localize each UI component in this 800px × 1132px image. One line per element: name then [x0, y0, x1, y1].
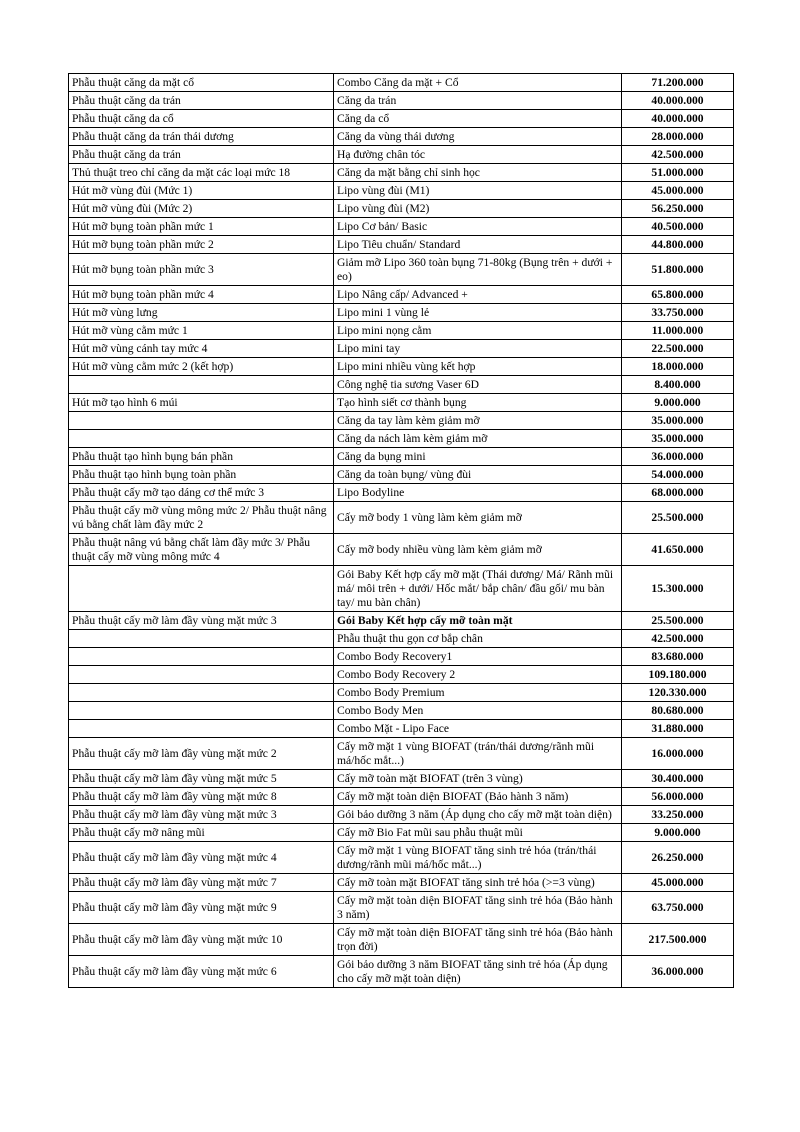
table-row	[69, 630, 734, 648]
table-row	[69, 824, 734, 842]
price-cell: 8.400.000	[622, 376, 734, 394]
service-name-cell: Lipo mini nọng cằm	[334, 322, 622, 340]
price-cell: 83.680.000	[622, 648, 734, 666]
price-cell: 42.500.000	[622, 630, 734, 648]
price-cell: 35.000.000	[622, 412, 734, 430]
procedure-name-cell: Phẫu thuật tạo hình bụng toàn phần	[69, 466, 334, 484]
service-name-cell: Cấy mỡ body nhiều vùng làm kèm giảm mỡ	[334, 534, 622, 566]
service-name-cell: Lipo Bodyline	[334, 484, 622, 502]
price-cell: 22.500.000	[622, 340, 734, 358]
procedure-name-cell: Hút mỡ vùng cằm mức 2 (kết hợp)	[69, 358, 334, 376]
price-cell: 56.250.000	[622, 200, 734, 218]
table-row	[69, 448, 734, 466]
service-name-cell: Combo Body Premium	[334, 684, 622, 702]
procedure-name-cell: Phẫu thuật cấy mỡ làm đầy vùng mặt mức 9	[69, 892, 334, 924]
table-row	[69, 770, 734, 788]
service-name-cell: Combo Body Recovery 2	[334, 666, 622, 684]
procedure-name-cell	[69, 430, 334, 448]
table-row	[69, 394, 734, 412]
price-cell: 36.000.000	[622, 956, 734, 988]
procedure-name-cell: Phẫu thuật căng da mặt cổ	[69, 74, 334, 92]
service-name-cell: Hạ đường chân tóc	[334, 146, 622, 164]
table-row	[69, 340, 734, 358]
price-cell: 120.330.000	[622, 684, 734, 702]
procedure-name-cell: Phẫu thuật cấy mỡ làm đầy vùng mặt mức 8	[69, 788, 334, 806]
table-row	[69, 666, 734, 684]
table-row	[69, 956, 734, 988]
service-name-cell: Phẫu thuật thu gọn cơ bắp chân	[334, 630, 622, 648]
service-name-cell: Cấy mỡ Bio Fat mũi sau phẫu thuật mũi	[334, 824, 622, 842]
table-row	[69, 806, 734, 824]
procedure-name-cell: Hút mỡ vùng cánh tay mức 4	[69, 340, 334, 358]
procedure-name-cell: Hút mỡ vùng đùi (Mức 1)	[69, 182, 334, 200]
price-cell: 65.800.000	[622, 286, 734, 304]
service-name-cell: Lipo mini 1 vùng lẻ	[334, 304, 622, 322]
price-cell: 26.250.000	[622, 842, 734, 874]
table-row	[69, 684, 734, 702]
procedure-name-cell: Hút mỡ vùng cằm mức 1	[69, 322, 334, 340]
service-name-cell: Căng da cổ	[334, 110, 622, 128]
service-name-cell: Gói Baby Kết hợp cấy mỡ toàn mặt	[334, 612, 622, 630]
table-row	[69, 182, 734, 200]
price-cell: 36.000.000	[622, 448, 734, 466]
table-row	[69, 892, 734, 924]
price-cell: 9.000.000	[622, 824, 734, 842]
price-table	[68, 73, 734, 988]
table-row	[69, 874, 734, 892]
price-cell: 217.500.000	[622, 924, 734, 956]
procedure-name-cell: Phẫu thuật cấy mỡ tạo dáng cơ thể mức 3	[69, 484, 334, 502]
procedure-name-cell: Hút mỡ tạo hình 6 múi	[69, 394, 334, 412]
price-cell: 11.000.000	[622, 322, 734, 340]
procedure-name-cell	[69, 666, 334, 684]
price-cell: 18.000.000	[622, 358, 734, 376]
service-name-cell: Căng da trán	[334, 92, 622, 110]
price-cell: 33.750.000	[622, 304, 734, 322]
price-cell: 35.000.000	[622, 430, 734, 448]
table-row	[69, 128, 734, 146]
procedure-name-cell: Hút mỡ vùng lưng	[69, 304, 334, 322]
table-row	[69, 304, 734, 322]
price-cell: 68.000.000	[622, 484, 734, 502]
procedure-name-cell	[69, 648, 334, 666]
procedure-name-cell: Hút mỡ bụng toàn phần mức 2	[69, 236, 334, 254]
service-name-cell: Cấy mỡ mặt toàn diện BIOFAT (Bảo hành 3 năm)	[334, 788, 622, 806]
service-name-cell: Cấy mỡ body 1 vùng làm kèm giảm mỡ	[334, 502, 622, 534]
price-cell: 9.000.000	[622, 394, 734, 412]
table-row	[69, 236, 734, 254]
procedure-name-cell: Hút mỡ bụng toàn phần mức 4	[69, 286, 334, 304]
procedure-name-cell	[69, 720, 334, 738]
table-row	[69, 358, 734, 376]
service-name-cell: Căng da nách làm kèm giảm mỡ	[334, 430, 622, 448]
procedure-name-cell: Phẫu thuật cấy mỡ làm đầy vùng mặt mức 2	[69, 738, 334, 770]
table-row	[69, 702, 734, 720]
price-table-page	[68, 73, 733, 988]
table-row	[69, 110, 734, 128]
price-cell: 15.300.000	[622, 566, 734, 612]
procedure-name-cell: Phẫu thuật căng da trán	[69, 92, 334, 110]
table-row	[69, 74, 734, 92]
table-row	[69, 502, 734, 534]
service-name-cell: Combo Mặt - Lipo Face	[334, 720, 622, 738]
service-name-cell: Combo Body Recovery1	[334, 648, 622, 666]
procedure-name-cell: Phẫu thuật cấy mỡ làm đầy vùng mặt mức 5	[69, 770, 334, 788]
service-name-cell: Cấy mỡ mặt toàn diện BIOFAT tăng sinh trẻ hóa (Bảo hành 3 năm)	[334, 892, 622, 924]
procedure-name-cell: Phẫu thuật nâng vú bằng chất làm đầy mức 3/ Phẫu thuật cấy mỡ vùng mông mức 4	[69, 534, 334, 566]
table-row	[69, 322, 734, 340]
table-row	[69, 218, 734, 236]
table-row	[69, 566, 734, 612]
procedure-name-cell: Phẫu thuật căng da trán thái dương	[69, 128, 334, 146]
price-cell: 51.000.000	[622, 164, 734, 182]
table-row	[69, 648, 734, 666]
service-name-cell: Căng da tay làm kèm giảm mỡ	[334, 412, 622, 430]
price-cell: 51.800.000	[622, 254, 734, 286]
price-table-body	[69, 74, 734, 988]
procedure-name-cell: Hút mỡ bụng toàn phần mức 3	[69, 254, 334, 286]
service-name-cell: Công nghệ tia sương Vaser 6D	[334, 376, 622, 394]
price-cell: 31.880.000	[622, 720, 734, 738]
table-row	[69, 788, 734, 806]
service-name-cell: Cấy mỡ toàn mặt BIOFAT tăng sinh trẻ hóa (>=3 vùng)	[334, 874, 622, 892]
procedure-name-cell	[69, 566, 334, 612]
table-row	[69, 612, 734, 630]
service-name-cell: Giảm mỡ Lipo 360 toàn bụng 71-80kg (Bụng trên + dưới + eo)	[334, 254, 622, 286]
price-cell: 109.180.000	[622, 666, 734, 684]
price-cell: 71.200.000	[622, 74, 734, 92]
service-name-cell: Lipo mini tay	[334, 340, 622, 358]
price-cell: 40.000.000	[622, 110, 734, 128]
procedure-name-cell: Phẫu thuật cấy mỡ làm đầy vùng mặt mức 10	[69, 924, 334, 956]
service-name-cell: Căng da vùng thái dương	[334, 128, 622, 146]
procedure-name-cell: Phẫu thuật cấy mỡ làm đầy vùng mặt mức 3	[69, 612, 334, 630]
service-name-cell: Căng da bụng mini	[334, 448, 622, 466]
price-cell: 41.650.000	[622, 534, 734, 566]
price-cell: 40.000.000	[622, 92, 734, 110]
price-cell: 25.500.000	[622, 612, 734, 630]
service-name-cell: Lipo vùng đùi (M2)	[334, 200, 622, 218]
table-row	[69, 286, 734, 304]
price-cell: 40.500.000	[622, 218, 734, 236]
service-name-cell: Lipo mini nhiều vùng kết hợp	[334, 358, 622, 376]
price-cell: 63.750.000	[622, 892, 734, 924]
table-row	[69, 466, 734, 484]
procedure-name-cell	[69, 412, 334, 430]
table-row	[69, 164, 734, 182]
procedure-name-cell: Phẫu thuật cấy mỡ làm đầy vùng mặt mức 4	[69, 842, 334, 874]
procedure-name-cell: Phẫu thuật cấy mỡ làm đầy vùng mặt mức 3	[69, 806, 334, 824]
procedure-name-cell: Phẫu thuật cấy mỡ vùng mông mức 2/ Phẫu thuật nâng vú bằng chất làm đầy mức 2	[69, 502, 334, 534]
price-cell: 33.250.000	[622, 806, 734, 824]
price-cell: 16.000.000	[622, 738, 734, 770]
service-name-cell: Combo Căng da mặt + Cổ	[334, 74, 622, 92]
procedure-name-cell	[69, 684, 334, 702]
procedure-name-cell	[69, 376, 334, 394]
service-name-cell: Căng da mặt bằng chỉ sinh học	[334, 164, 622, 182]
procedure-name-cell	[69, 702, 334, 720]
table-row	[69, 720, 734, 738]
price-cell: 25.500.000	[622, 502, 734, 534]
price-cell: 45.000.000	[622, 874, 734, 892]
table-row	[69, 412, 734, 430]
table-row	[69, 738, 734, 770]
service-name-cell: Gói bảo dưỡng 3 năm (Áp dụng cho cấy mỡ mặt toàn diện)	[334, 806, 622, 824]
price-cell: 80.680.000	[622, 702, 734, 720]
procedure-name-cell: Phẫu thuật căng da cổ	[69, 110, 334, 128]
service-name-cell: Căng da toàn bụng/ vùng đùi	[334, 466, 622, 484]
price-cell: 30.400.000	[622, 770, 734, 788]
procedure-name-cell: Hút mỡ bụng toàn phần mức 1	[69, 218, 334, 236]
procedure-name-cell	[69, 630, 334, 648]
procedure-name-cell: Hút mỡ vùng đùi (Mức 2)	[69, 200, 334, 218]
service-name-cell: Cấy mỡ mặt 1 vùng BIOFAT tăng sinh trẻ hóa (trán/thái dương/rãnh mũi má/hốc mắt...)	[334, 842, 622, 874]
table-row	[69, 484, 734, 502]
service-name-cell: Gói bảo dưỡng 3 năm BIOFAT tăng sinh trẻ hóa (Áp dụng cho cấy mỡ mặt toàn diện)	[334, 956, 622, 988]
service-name-cell: Tạo hình siết cơ thành bụng	[334, 394, 622, 412]
procedure-name-cell: Phẫu thuật căng da trán	[69, 146, 334, 164]
table-row	[69, 430, 734, 448]
table-row	[69, 534, 734, 566]
procedure-name-cell: Thủ thuật treo chỉ căng da mặt các loại mức 18	[69, 164, 334, 182]
service-name-cell: Lipo Nâng cấp/ Advanced +	[334, 286, 622, 304]
service-name-cell: Cấy mỡ mặt 1 vùng BIOFAT (trán/thái dương/rãnh mũi má/hốc mắt...)	[334, 738, 622, 770]
price-cell: 45.000.000	[622, 182, 734, 200]
table-row	[69, 376, 734, 394]
service-name-cell: Lipo vùng đùi (M1)	[334, 182, 622, 200]
table-row	[69, 200, 734, 218]
table-row	[69, 924, 734, 956]
table-row	[69, 92, 734, 110]
procedure-name-cell: Phẫu thuật tạo hình bụng bán phần	[69, 448, 334, 466]
service-name-cell: Lipo Cơ bản/ Basic	[334, 218, 622, 236]
procedure-name-cell: Phẫu thuật cấy mỡ làm đầy vùng mặt mức 6	[69, 956, 334, 988]
service-name-cell: Cấy mỡ mặt toàn diện BIOFAT tăng sinh trẻ hóa (Bảo hành trọn đời)	[334, 924, 622, 956]
price-cell: 56.000.000	[622, 788, 734, 806]
price-cell: 44.800.000	[622, 236, 734, 254]
table-row	[69, 146, 734, 164]
price-cell: 42.500.000	[622, 146, 734, 164]
table-row	[69, 254, 734, 286]
service-name-cell: Lipo Tiêu chuẩn/ Standard	[334, 236, 622, 254]
service-name-cell: Cấy mỡ toàn mặt BIOFAT (trên 3 vùng)	[334, 770, 622, 788]
service-name-cell: Gói Baby Kết hợp cấy mỡ mặt (Thái dương/ Má/ Rãnh mũi má/ môi trên + dưới/ Hốc mắt/ bắp chân/ đầu gối/ mu bàn tay/ mu bàn chân)	[334, 566, 622, 612]
procedure-name-cell: Phẫu thuật cấy mỡ làm đầy vùng mặt mức 7	[69, 874, 334, 892]
price-cell: 54.000.000	[622, 466, 734, 484]
table-row	[69, 842, 734, 874]
service-name-cell: Combo Body Men	[334, 702, 622, 720]
price-cell: 28.000.000	[622, 128, 734, 146]
procedure-name-cell: Phẫu thuật cấy mỡ nâng mũi	[69, 824, 334, 842]
